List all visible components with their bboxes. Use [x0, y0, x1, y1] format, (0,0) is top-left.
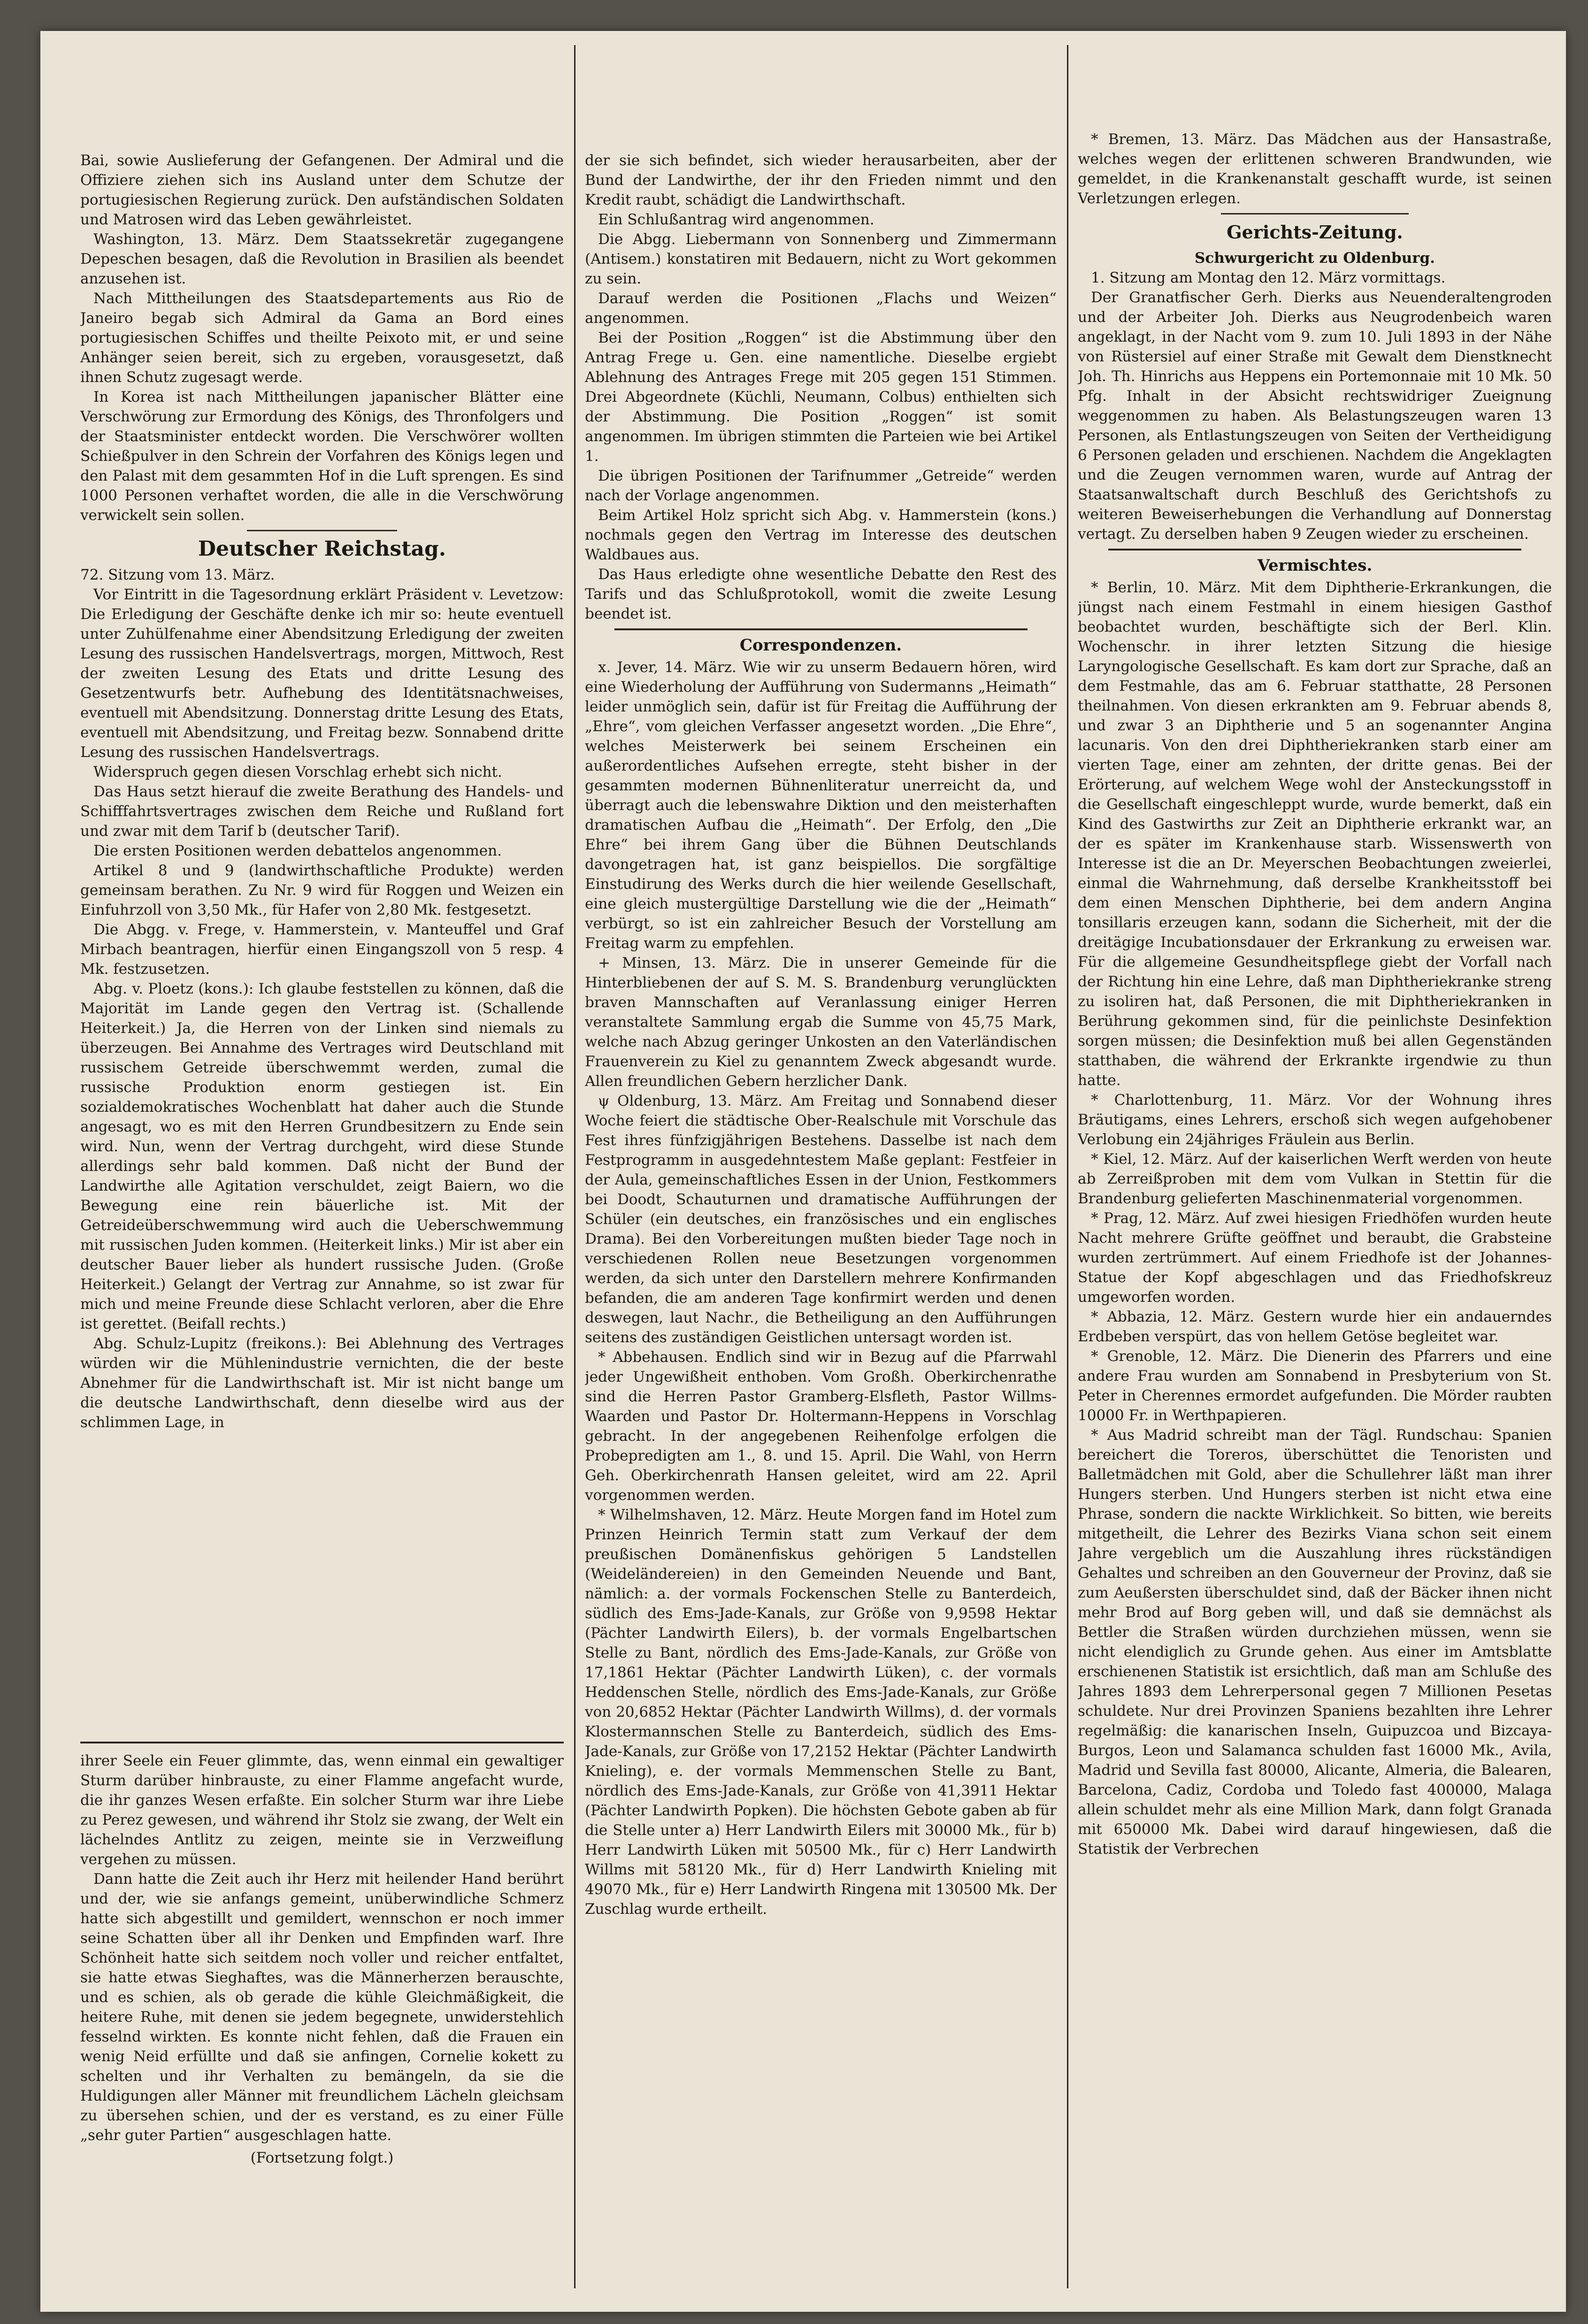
news-paragraph: Bei der Position „Roggen“ ist die Abstimmung über den Antrag Frege u. Gen. eine namentliche. Dieselbe ergiebt Ablehnung des Antrages Frege mit 205 gegen 151 Stimmen. Drei Abgeordnete (Küchli, Neumann, Colbus) enthielten sich der Abstimmung. Die Position „Roggen“ ist somit angenommen. Im übrigen stimmten die Parteien wie bei Artikel 1. — [585, 329, 1057, 465]
news-paragraph: Abg. v. Ploetz (kons.): Ich glaube feststellen zu können, daß die Majorität im Lande gegen den Vertrag ist. (Schallende Heiterkeit.) Ja, die Herren von der Linken sind niemals zu überzeugen. Bei Annahme des Vertrages wird Deutschland mit russischem Getreide überschwemmt werden, zumal die russische Produktion enorm gestiegen ist. Ein sozialdemokratisches Wochenblatt hat daher auch die Stunde angesagt, wo es mit den Herren Grundbesitzern zu Ende sein wird. Nun, wenn der Vertrag durchgeht, wird diese Stunde allerdings sehr bald kommen. Daß nicht der Bund der Landwirthe alle Agitation verschuldet, zeigt Baiern, wo die Bewegung eine rein bäuerliche ist. Mit der Getreideüberschwemmung wird auch die Ueberschwemmung mit russischen Juden kommen. (Heiterkeit links.) Mir ist aber ein deutscher Bauer lieber als hundert russische Juden. (Große Heiterkeit.) Gelangt der Vertrag zur Annahme, so ist zwar für mich und meine Freunde diese Schlacht verloren, aber die Ehre ist gerettet. (Beifall rechts.) — [80, 980, 564, 1332]
news-paragraph: Ein Schlußantrag wird angenommen. — [598, 211, 875, 228]
news-paragraph: Bai, sowie Auslieferung der Gefangenen. Der Admiral und die Offiziere ziehen sich ins Ausland unter dem Schutze der portugiesischen Regierung zurück. Den aufständischen Soldaten und Matrosen wird das Leben gewährleistet. — [80, 152, 564, 228]
news-paragraph: Darauf werden die Positionen „Flachs und Weizen“ angenommen. — [585, 290, 1057, 327]
column-rule-2 — [1067, 45, 1068, 2288]
news-paragraph: * Kiel, 12. März. Auf der kaiserlichen Werft werden von heute ab Zerreißproben mit dem vom Vulkan in Stettin für die Brandenburg gelieferten Maschinenmaterial vorgenommen. — [1078, 1151, 1552, 1207]
right-column — [1078, 130, 1552, 2291]
news-paragraph: * Berlin, 10. März. Mit dem Diphtherie-Erkrankungen, die jüngst nach einem Festmahl in einem hiesigen Gasthof beobachtet wurden, beschäftigte sich der Berl. Klin. Wochenschr. in ihrer letzten Sitzung die hiesige Laryngologische Gesellschaft. Es kam dort zur Sprache, daß an dem Festmahle, das am 6. Februar statthatte, 28 Personen theilnahmen. Von diesen erkrankten am 9. Februar abends 8, und zwar 3 an Diphtherie und 5 an sogenannter Angina lacunaris. Von den drei Diphtheriekranken starb einer am vierten Tage, einer am zehnten, der dritte genas. Bei der Erörterung, auf welchem Wege wohl der Ansteckungsstoff in die Gesellschaft eingeschleppt wurde, wurde bemerkt, daß ein Kind des Gastwirths zur Zeit an Diphtherie erkrankt war, an der es später im Krankenhause starb. Wissenswerth von Interesse ist die an Dr. Meyerschen Beobachtungen zweierlei, einmal die Wahrnehmung, daß derselbe Krankheitsstoff bei dem einen Menschen Diphtherie, bei dem andern Angina tonsillaris erzeugen kann, sodann die Sicherheit, mit der die dreitägige Incubationsdauer der Erkrankung zu erweisen war. Für die allgemeine Gesundheitspflege giebt der Vorfall nach der Richtung hin eine Lehre, daß man Diphtheriekranke streng zu isoliren hat, daß Personen, die mit Diphtheriekranken in Berührung gekommen sind, für die peinlichste Desinfektion sorgen müssen; die Desinfektion muß bei allen Gegenständen statthaben, die während der Erkrankte irgendwie zu thun hatte. — [1078, 579, 1552, 1089]
news-paragraph: In Korea ist nach Mittheilungen japanischer Blätter eine Verschwörung zur Ermordung des Königs, des Thronfolgers und der Staatsminister entdeckt worden. Die Verschwörer wollten Schießpulver in den Schrein der Vorfahren des Königs legen und den Palast mit dem gesammten Hof in die Luft sprengen. Es sind 1000 Personen verhaftet worden, die alle in die Verschwörung verwickelt sein sollen. — [80, 389, 564, 524]
news-paragraph: * Charlottenburg, 11. März. Vor der Wohnung ihres Bräutigams, eines Lehrers, erschoß sich wegen aufgehobener Verlobung ein 24jähriges Fräulein aus Berlin. — [1078, 1092, 1552, 1148]
middle-column — [585, 151, 1057, 2291]
news-paragraph: x. Jever, 14. März. Wie wir zu unserm Bedauern hören, wird eine Wiederholung der Aufführung von Sudermanns „Heimath“ leider unmöglich sein, dafür ist für Freitag die Aufführung der „Ehre“, vom gleichen Verfasser angesetzt worden. „Die Ehre“, welches Meisterwerk bei seinem Erscheinen ein außerordentliches Aufsehen erregte, steht bisher in der gesammten modernen Bühnenliteratur unerreicht da, und überragt auch die lebenswahre Diktion und den meisterhaften dramatischen Aufbau die „Heimath“. Der Erfolg, den „Die Ehre“ bei ihrem Gang über die Bühnen Deutschlands davongetragen hat, ist ganz beispiellos. Die sorgfältige Einstudirung des Werks durch die hier weilende Gesellschaft, eine gleich mustergültige Darstellung wie die der „Heimath“ verbürgt, so ist ein zahlreicher Besuch der Vorstellung am Freitag warm zu empfehlen. — [585, 659, 1057, 952]
news-paragraph: Das Haus setzt hierauf die zweite Berathung des Handels- und Schifffahrtsvertrages zwischen dem Reiche und Rußland fort und zwar mit dem Tarif b (deutscher Tarif). — [80, 783, 564, 840]
news-paragraph: Die Abgg. v. Frege, v. Hammerstein, v. Manteuffel und Graf Mirbach beantragen, hierfür einen Eingangszoll von 5 resp. 4 Mk. festzusetzen. — [80, 921, 564, 978]
court-news-heading: Gerichts-Zeitung. — [1227, 222, 1403, 243]
news-paragraph: Das Haus erledigte ohne wesentliche Debatte den Rest des Tarifs und das Schlußprotokoll, womit die zweite Lesung beendet ist. — [585, 566, 1057, 622]
reichstag-session: 72. Sitzung vom 13. März. — [80, 566, 275, 583]
news-paragraph: Abg. Schulz-Lupitz (freikons.): Bei Ablehnung des Vertrages würden wir die Mühlenindustrie vernichten, die der beste Abnehmer für die Landwirthschaft ist. Mir ist nicht bange um die deutsche Landwirthschaft, denn dieselbe wird aus der schlimmen Lage, in — [80, 1335, 564, 1431]
news-paragraph: Nach Mittheilungen des Staatsdepartements aus Rio de Janeiro begab sich Admiral da Gama an Bord eines portugiesischen Schiffes und theilte Peixoto mit, er und seine Anhänger seien bereit, sich zu ergeben, vorausgesetzt, daß ihnen Schutz zugesagt werde. — [80, 290, 564, 386]
court-session: 1. Sitzung am Montag den 12. März vormittags. — [1091, 269, 1446, 286]
section-divider — [614, 628, 1028, 630]
news-paragraph: + Minsen, 13. März. Die in unserer Gemeinde für die Hinterbliebenen der auf S. M. S. Brandenburg verunglückten braven Mannschaften auf Veranlassung einiger Herren veranstaltete Sammlung ergab die Summe von 45,75 Mark, welche nach Abzug geringer Unkosten an den Vaterländischen Frauenverein zu Kiel zu genanntem Zweck abgesandt wurde. Allen freundlichen Gebern herzlicher Dank. — [585, 955, 1057, 1090]
court-subheading: Schwurgericht zu Oldenburg. — [1194, 250, 1435, 267]
section-divider — [247, 530, 397, 531]
news-paragraph: * Grenoble, 12. März. Die Dienerin des Pfarrers und eine andere Frau wurden am Sonnabend in Presbyterium von St. Peter in Cherennes ermordet aufgefunden. Die Mörder raubten 10000 Fr. in Werthpapieren. — [1078, 1348, 1552, 1424]
news-paragraph: Der Granatfischer Gerh. Dierks aus Neuenderaltengroden und der Arbeiter Joh. Dierks aus Neugrodenbeich waren angeklagt, in der Nacht vom 9. zum 10. Juli 1893 in der Nähe von Rüstersiel auf einer Straße mit Gewalt dem Dienstknecht Joh. Th. Hinrichs aus Heppens ein Portemonnaie mit 10 Mk. 50 Pfg. Inhalt in der Absicht rechtswidriger Zueignung weggenommen zu haben. Als Belastungszeugen waren 13 Personen, als Entlastungszeugen von Seiten der Vertheidigung 6 Personen geladen und erschienen. Nachdem die Angeklagten und die Zeugen vernommen waren, wurde auf Antrag der Staatsanwaltschaft durch Beschluß des Gerichtshofs zu weiteren Beweiserhebungen die Verhandlung auf Donnerstag vertagt. Zu derselben haben 9 Zeugen wieder zu erscheinen. — [1078, 289, 1552, 543]
news-paragraph: der sie sich befindet, sich wieder herausarbeiten, aber der Bund der Landwirthe, der ihr den Frieden nimmt und den Kredit raubt, schädigt die Landwirthschaft. — [585, 152, 1057, 208]
feuilleton-paragraph: ihrer Seele ein Feuer glimmte, das, wenn einmal ein gewaltiger Sturm darüber hinbrauste, zu einer Flamme angefacht wurde, die ihr ganzes Wesen erfaßte. Ein solcher Sturm war ihre Liebe zu Perez gewesen, und während ihr Stolz sie zwang, der Welt ein lächelndes Antlitz zu zeigen, meinte sie in Verzweiflung vergehen zu müssen. — [80, 1752, 564, 1868]
news-paragraph: Vor Eintritt in die Tagesordnung erklärt Präsident v. Levetzow: Die Erledigung der Geschäfte denke ich mir so: heute eventuell unter Zuhülfenahme einer Abendsitzung Erledigung der zweiten Lesung des russischen Handelsvertrags, morgen, Mittwoch, Rest der zweiten Lesung des Etats und dritte Lesung des Gesetzentwurfs betr. Aufhebung des Identitätsnachweises, eventuell mit Abendsitzung. Donnerstag dritte Lesung des Etats, eventuell mit Abendsitzung, und Freitag bezw. Sonnabend dritte Lesung des russischen Handelsvertrags. — [80, 586, 564, 761]
column-rule-1 — [574, 45, 575, 2288]
news-paragraph: * Wilhelmshaven, 12. März. Heute Morgen fand im Hotel zum Prinzen Heinrich Termin statt zum Verkauf der dem preußischen Domänenfiskus gehörigen 5 Landstellen (Weideländereien) in den Gemeinden Neuende und Bant, nämlich: a. der vormals Fockenschen Stelle zu Banterdeich, südlich des Ems-Jade-Kanals, zur Größe von 9,9598 Hektar (Pächter Landwirth Eilers), b. der vormals Engelbartschen Stelle zu Bant, nördlich des Ems-Jade-Kanals, zur Größe von 17,1861 Hektar (Pächter Landwirth Lüken), c. der vormals Heddenschen Stelle, nördlich des Ems-Jade-Kanals, zur Größe von 20,6852 Hektar (Pächter Landwirth Willms), d. der vormals Klostermannschen Stelle zu Banterdeich, südlich des Ems-Jade-Kanals, zur Größe von 17,2152 Hektar (Pächter Landwirth Knieling), e. der vormals Memmenschen Stelle zu Bant, nördlich des Ems-Jade-Kanals, zur Größe von 41,3911 Hektar (Pächter Landwirth Popken). Die höchsten Gebote gaben ab für die Stelle unter a) Herr Landwirth Eilers mit 30000 Mk., für b) Herr Landwirth Lüken mit 50500 Mk., für c) Herr Landwirth Willms mit 58120 Mk., für d) Herr Landwirth Knieling mit 49070 Mk., für e) Herr Landwirth Ringena mit 130500 Mk. Der Zuschlag wurde ertheilt. — [585, 1506, 1057, 1918]
correspondence-heading: Correspondenzen. — [739, 636, 902, 655]
miscellany-heading: Vermischtes. — [1257, 556, 1373, 575]
news-paragraph: Die Abgg. Liebermann von Sonnenberg und Zimmermann (Antisem.) konstatiren mit Bedauern, nicht zu Wort gekommen zu sein. — [585, 231, 1057, 287]
section-divider — [1108, 549, 1521, 550]
reichstag-heading: Deutscher Reichstag. — [198, 537, 446, 561]
news-paragraph: * Abbazia, 12. März. Gestern wurde hier ein andauerndes Erdbeben verspürt, das von hellem Getöse begleitet war. — [1078, 1308, 1552, 1345]
news-paragraph: Die ersten Positionen werden debattelos angenommen. — [93, 842, 502, 859]
news-paragraph: Washington, 13. März. Dem Staatssekretär zugegangene Depeschen besagen, daß die Revolution in Brasilien als beendet anzusehen ist. — [80, 231, 564, 287]
news-paragraph: Artikel 8 und 9 (landwirthschaftliche Produkte) werden gemeinsam berathen. Zu Nr. 9 wird für Roggen und Weizen ein Einfuhrzoll von 3,50 Mk., für Hafer von 2,80 Mk. festgesetzt. — [80, 862, 564, 918]
newspaper-page — [40, 31, 1566, 2312]
news-paragraph: * Aus Madrid schreibt man der Tägl. Rundschau: Spanien bereichert die Toreros, überschüttet die Tenoristen und Balletmädchen mit Gold, aber die Schullehrer läßt man ihrer Hungers sterben. Und Hungers sterben ist nicht etwa eine Phrase, sondern die nackte Wirklichkeit. So bitten, wie bereits mitgetheilt, die Lehrer des Bezirks Viana schon seit einem Jahre vergeblich um die Auszahlung ihres rückständigen Gehaltes und schreiben an den Gouverneur der Provinz, daß sie zum Aeußersten überschuldet sind, daß der Bäcker ihnen nicht mehr Brod auf Borg geben will, und daß sie demnächst als Bettler die Straßen würden durchziehen müssen, wenn sie nicht elendiglich zu Grunde gehen. Aus einer im Amtsblatte erschienenen Statistik ist ersichtlich, daß man am Schluße des Jahres 1893 dem Lehrerpersonal gegen 7 Millionen Pesetas schuldete. Nur drei Provinzen Spaniens bezahlten ihre Lehrer regelmäßig: die kanarischen Inseln, Guipuzcoa und Bizcaya-Burgos, Leon und Salamanca schulden fast 16000 Mk., Avila, Madrid und Sevilla fast 80000, Alicante, Almeria, die Balearen, Barcelona, Cadiz, Cordoba und Toledo fast 400000, Malaga allein schuldet mehr als eine Million Mark, dann folgt Granada mit 650000 Mk. Dabei wird darauf hingewiesen, daß die Statistik der Verbrechen — [1078, 1427, 1552, 1858]
news-paragraph: * Abbehausen. Endlich sind wir in Bezug auf die Pfarrwahl jeder Ungewißheit enthoben. Vom Großh. Oberkirchenrathe sind die Herren Pastor Gramberg-Elsfleth, Pastor Willms-Waarden und Pastor Dr. Holtermann-Heppens in Vorschlag gebracht. In der angegebenen Reihenfolge erfolgen die Probepredigten am 1., 8. und 15. April. Die Wahl, von Herrn Geh. Oberkirchenrath Hansen geleitet, wird am 22. April vorgenommen werden. — [585, 1349, 1057, 1504]
feuilleton-divider — [80, 1742, 564, 1743]
news-paragraph: ψ Oldenburg, 13. März. Am Freitag und Sonnabend dieser Woche feiert die städtische Ober-Realschule mit Vorschule das Fest ihres fünfzigjährigen Bestehens. Dasselbe ist nach dem Festprogramm in ausgedehntestem Maße geplant: Festfeier in der Aula, gemeinschaftliches Essen in der Union, Festkommers bei Doodt, Schauturnen und dramatische Aufführungen der Schüler (ein deutsches, ein französisches und ein englisches Drama). Bei den Vorbereitungen mußten bieder Tage noch in verschiedenen Rollen neue Besetzungen vorgenommen werden, da sich unter den Darstellern mehrere Konfirmanden befanden, die am anderen Tage konfirmirt werden und denen deswegen, laut Nachr., die Betheiligung an den Aufführungen seitens des zuständigen Geistlichen untersagt worden ist. — [585, 1093, 1057, 1346]
section-divider — [1221, 213, 1409, 214]
news-paragraph: Die übrigen Positionen der Tarifnummer „Getreide“ werden nach der Vorlage angenommen. — [585, 467, 1057, 504]
news-paragraph: * Bremen, 13. März. Das Mädchen aus der Hansastraße, welches wegen der erlittenen schweren Brandwunden, wie gemeldet, in die Krankenanstalt geschafft wurde, ist seinen Verletzungen erlegen. — [1078, 131, 1552, 207]
left-column-upper — [80, 151, 564, 1732]
feuilleton-column — [80, 1751, 564, 2291]
continuation-note: (Fortsetzung folgt.) — [250, 2149, 394, 2166]
news-paragraph: Beim Artikel Holz spricht sich Abg. v. Hammerstein (kons.) nochmals gegen den Vertrag im Interesse des deutschen Waldbaues aus. — [585, 507, 1057, 563]
feuilleton-paragraph: Dann hatte die Zeit auch ihr Herz mit heilender Hand berührt und der, wie sie anfangs gemeint, unüberwindliche Schmerz hatte sich abgestillt und gemildert, wennschon er noch immer seine Schatten über all ihr Denken und Empfinden warf. Ihre Schönheit hatte sich seitdem noch voller und reicher entfaltet, sie hatte etwas Sieghaftes, was die Männerherzen berauschte, und es schien, als ob gerade die kühle Gleichmäßigkeit, die heitere Ruhe, mit denen sie jedem begegnete, unwiderstehlich fesselnd wirkten. Es konnte nicht fehlen, daß die Frauen ein wenig Neid erfüllte und daß sie anfingen, Cornelie kokett zu schelten und ihr Verhalten zu bemängeln, da sie die Huldigungen aller Männer mit freundlichem Lächeln gleichsam zu übersehen schien, und der es verstand, es zu einer Fülle „sehr guter Partien“ ausgeschlagen hatte. — [80, 1871, 564, 2144]
news-paragraph: Widerspruch gegen diesen Vorschlag erhebt sich nicht. — [93, 764, 502, 780]
news-paragraph: * Prag, 12. März. Auf zwei hiesigen Friedhöfen wurden heute Nacht mehrere Grüfte geöffnet und beraubt, die Grabsteine wurden zertrümmert. Auf einem Friedhofe ist der Johannes-Statue der Kopf abgeschlagen und das Friedhofskreuz umgeworfen worden. — [1078, 1210, 1552, 1306]
